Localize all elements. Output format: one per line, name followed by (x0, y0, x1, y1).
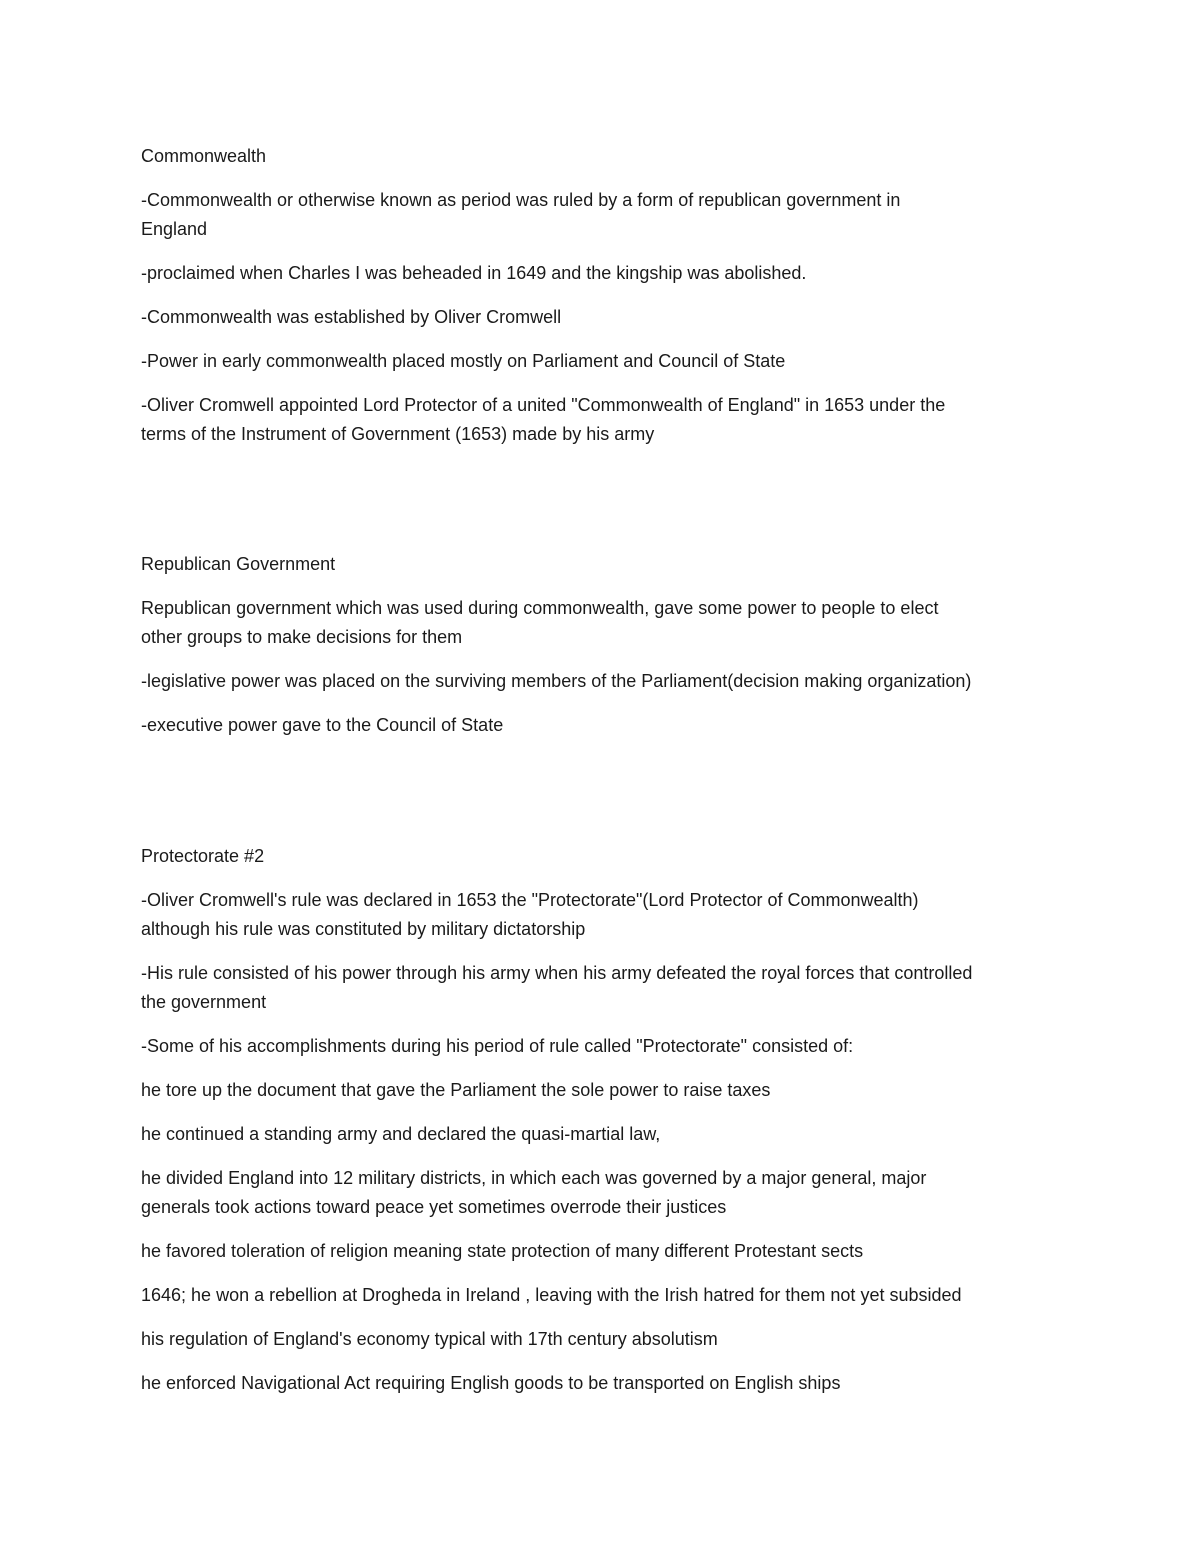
line: -proclaimed when Charles I was beheaded in 1649 and the kingship was abolished. (141, 263, 807, 283)
section-heading-commonwealth: Commonwealth (141, 146, 267, 166)
paragraph (141, 1164, 1071, 1222)
paragraph (141, 186, 1071, 244)
line: -executive power gave to the Council of State (141, 715, 504, 735)
line: the government (141, 992, 267, 1012)
line: he favored toleration of religion meaning state protection of many different Protestant sects (141, 1241, 864, 1261)
line: -His rule consisted of his power through his army when his army defeated the royal forces that controlled (141, 963, 973, 983)
paragraph (141, 1076, 1071, 1105)
line: England (141, 219, 208, 239)
paragraph (141, 259, 1071, 288)
line: he tore up the document that gave the Parliament the sole power to raise taxes (141, 1080, 771, 1100)
line: -Commonwealth or otherwise known as period was ruled by a form of republican government in (141, 190, 901, 210)
line: he divided England into 12 military districts, in which each was governed by a major general, major (141, 1168, 927, 1188)
line: -Commonwealth was established by Oliver Cromwell (141, 307, 562, 327)
line: although his rule was constituted by military dictatorship (141, 919, 586, 939)
section-heading-republican-government: Republican Government (141, 554, 336, 574)
paragraph (141, 1237, 1071, 1266)
paragraph (141, 1325, 1071, 1354)
paragraph (141, 1032, 1071, 1061)
paragraph (141, 886, 1071, 944)
line: terms of the Instrument of Government (1653) made by his army (141, 424, 655, 444)
paragraph (141, 1369, 1071, 1398)
paragraph (141, 667, 1071, 696)
section-heading-protectorate: Protectorate #2 (141, 846, 265, 866)
paragraph (141, 303, 1071, 332)
paragraph (141, 1120, 1071, 1149)
document-body (141, 142, 1071, 1398)
line: -Some of his accomplishments during his period of rule called "Protectorate" consisted of: (141, 1036, 854, 1056)
paragraph (141, 391, 1071, 449)
line: other groups to make decisions for them (141, 627, 463, 647)
line: -Power in early commonwealth placed mostly on Parliament and Council of State (141, 351, 786, 371)
paragraph (141, 594, 1071, 652)
line: his regulation of England's economy typical with 17th century absolutism (141, 1329, 718, 1349)
paragraph (141, 959, 1071, 1017)
line: he enforced Navigational Act requiring English goods to be transported on English ships (141, 1373, 841, 1393)
paragraph (141, 1281, 1071, 1310)
line: -Oliver Cromwell appointed Lord Protector of a united "Commonwealth of England" in 1653 under the (141, 395, 946, 415)
line: -legislative power was placed on the surviving members of the Parliament(decision making organization) (141, 671, 972, 691)
line: he continued a standing army and declared the quasi-martial law, (141, 1124, 661, 1144)
paragraph (141, 711, 1071, 740)
spacer (141, 740, 1071, 842)
spacer (141, 449, 1071, 550)
line: Republican government which was used during commonwealth, gave some power to people to elect (141, 598, 939, 618)
line: 1646; he won a rebellion at Drogheda in Ireland , leaving with the Irish hatred for them not yet subsided (141, 1285, 962, 1305)
line: generals took actions toward peace yet sometimes overrode their justices (141, 1197, 727, 1217)
paragraph (141, 347, 1071, 376)
line: -Oliver Cromwell's rule was declared in 1653 the "Protectorate"(Lord Protector of Commonwealth) (141, 890, 919, 910)
